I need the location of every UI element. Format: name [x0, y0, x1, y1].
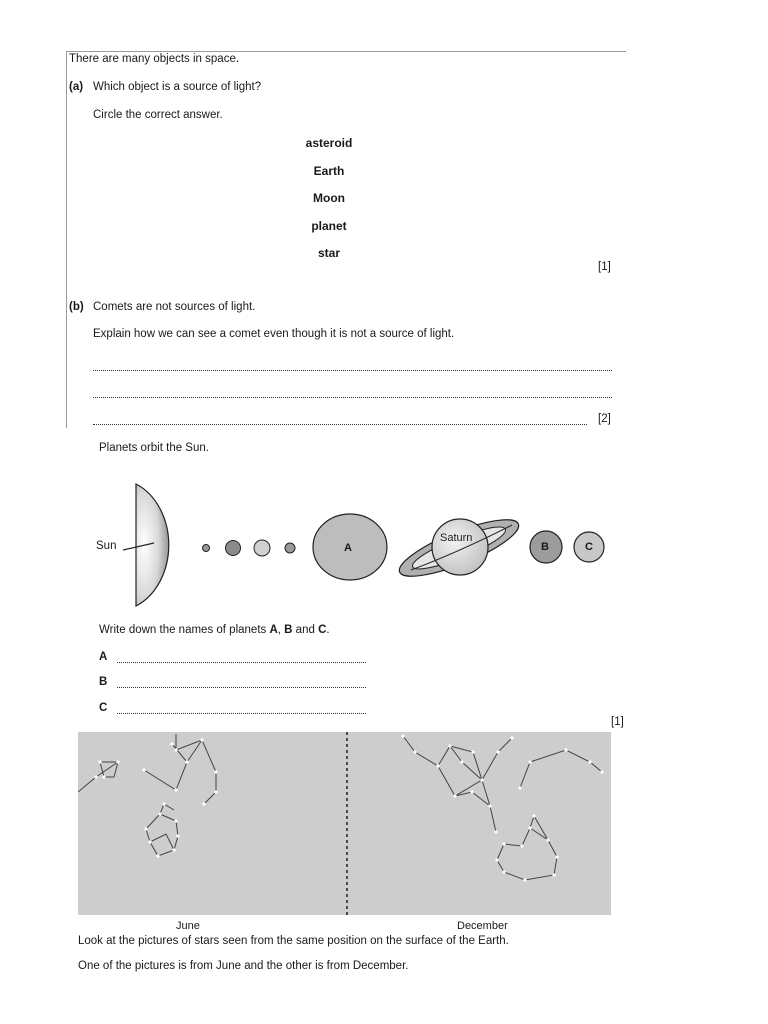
caption-june: June [176, 920, 200, 932]
answer-line-b-2[interactable] [93, 397, 612, 398]
option-star[interactable]: star [317, 246, 340, 260]
part-a-marks: [1] [598, 261, 611, 273]
sun-label: Sun [96, 540, 117, 552]
saturn-label: Saturn [440, 532, 473, 544]
planet-a-label: A [344, 542, 352, 554]
option-asteroid[interactable]: asteroid [305, 136, 353, 150]
stars-text-1: Look at the pictures of stars seen from the same position on the surface of the Earth. [78, 935, 509, 947]
answer-line-b-1[interactable] [93, 370, 612, 371]
answer-line-c[interactable] [117, 713, 366, 714]
intro-text: There are many objects in space. [69, 53, 240, 65]
answer-line-b-3[interactable] [93, 424, 587, 425]
option-moon[interactable]: Moon [313, 191, 345, 205]
planet-earth [254, 540, 270, 556]
answer-label-c: C [99, 702, 108, 714]
planets-instruction: Write down the names of planets A, B and C. [99, 624, 330, 636]
part-b-label: (b) [69, 301, 84, 313]
part-a-question: Which object is a source of light? [93, 81, 262, 93]
answer-line-a[interactable] [117, 662, 366, 663]
planet-mercury [203, 545, 210, 552]
planets-marks: [1] [611, 716, 624, 728]
option-earth[interactable]: Earth [313, 164, 345, 178]
answer-label-b: B [99, 676, 108, 688]
stars-text-2: One of the pictures is from June and the other is from December. [78, 960, 409, 972]
planet-c-label: C [585, 541, 593, 553]
planet-b-label: B [541, 541, 549, 553]
part-b-marks: [2] [598, 413, 611, 425]
answer-line-b[interactable] [117, 687, 366, 688]
star-pictures [78, 732, 611, 915]
question-frame-left [66, 51, 67, 428]
option-planet[interactable]: planet [311, 219, 347, 233]
part-a-label: (a) [69, 81, 84, 93]
sun-shape [136, 484, 169, 606]
caption-december: December [457, 920, 508, 932]
answer-label-a: A [99, 651, 108, 663]
planet-venus [226, 541, 241, 556]
part-b-instruction: Explain how we can see a comet even though it is not a source of light. [93, 328, 455, 340]
saturn-body [432, 519, 488, 575]
part-b-statement: Comets are not sources of light. [93, 301, 256, 313]
planet-mars [285, 543, 295, 553]
question-frame-top [66, 51, 626, 52]
part-a-instruction: Circle the correct answer. [93, 109, 223, 121]
planets-intro: Planets orbit the Sun. [99, 442, 209, 454]
